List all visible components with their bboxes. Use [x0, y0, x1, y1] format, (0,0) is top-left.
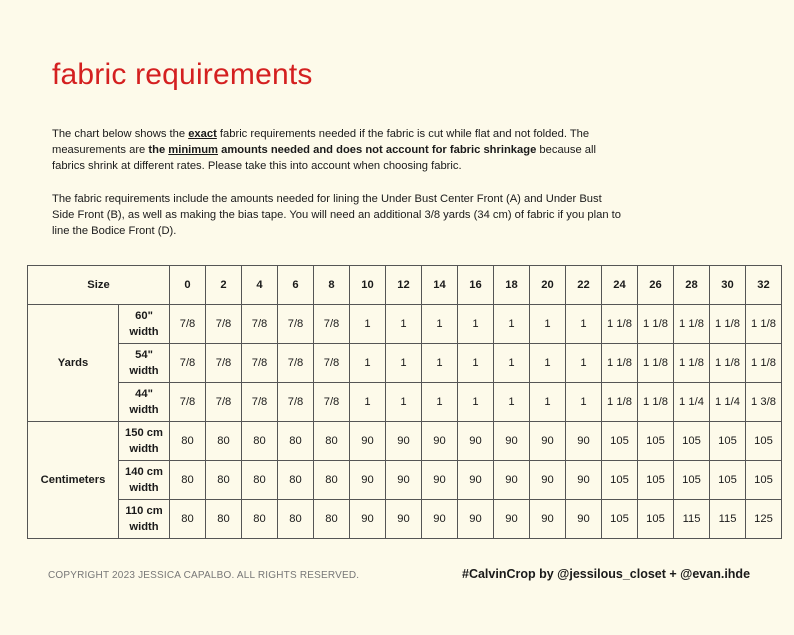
table-cell: 80	[242, 500, 278, 539]
table-cell: 1	[350, 383, 386, 422]
table-cell: 1	[458, 383, 494, 422]
table-cell: 90	[530, 500, 566, 539]
table-cell: 7/8	[206, 344, 242, 383]
table-cell: 1	[422, 305, 458, 344]
table-cell: 80	[242, 422, 278, 461]
table-cell: 90	[494, 500, 530, 539]
table-cell: 90	[422, 461, 458, 500]
table-cell: 90	[566, 500, 602, 539]
intro-paragraph	[52, 126, 622, 174]
table-cell: 90	[494, 422, 530, 461]
table-cell: 7/8	[170, 305, 206, 344]
fabric-width-label: 140 cm width	[119, 461, 170, 500]
size-header-cell: 26	[638, 266, 674, 305]
table-cell: 105	[674, 461, 710, 500]
table-cell: 1 1/4	[674, 383, 710, 422]
table-cell: 90	[530, 422, 566, 461]
table-cell: 90	[530, 461, 566, 500]
header-row	[28, 266, 782, 305]
table-cell: 1	[494, 344, 530, 383]
emphasis-text: the	[148, 144, 169, 156]
table-cell: 105	[710, 461, 746, 500]
emphasis-exact: exact	[188, 128, 217, 140]
table-cell: 90	[566, 422, 602, 461]
table-cell: 1	[386, 383, 422, 422]
table-cell: 7/8	[206, 305, 242, 344]
fabric-width-label: 110 cm width	[119, 500, 170, 539]
table-cell: 1	[386, 305, 422, 344]
size-header-cell: 24	[602, 266, 638, 305]
table-cell: 7/8	[314, 383, 350, 422]
table-row	[28, 383, 782, 422]
size-header: Size	[28, 266, 170, 305]
size-header-cell: 30	[710, 266, 746, 305]
table-cell: 90	[350, 422, 386, 461]
table-cell: 7/8	[206, 383, 242, 422]
table-cell: 7/8	[314, 344, 350, 383]
table-cell: 80	[206, 461, 242, 500]
table-cell: 7/8	[314, 305, 350, 344]
table-cell: 1 1/8	[602, 383, 638, 422]
size-header-cell: 28	[674, 266, 710, 305]
table-cell: 105	[602, 461, 638, 500]
table-cell: 1 3/8	[746, 383, 782, 422]
table-cell: 7/8	[278, 305, 314, 344]
table-cell: 80	[170, 500, 206, 539]
fabric-width-label: 60" width	[119, 305, 170, 344]
table-cell: 90	[494, 461, 530, 500]
size-header-cell: 0	[170, 266, 206, 305]
table-cell: 1	[350, 305, 386, 344]
size-header-cell: 32	[746, 266, 782, 305]
size-header-cell: 14	[422, 266, 458, 305]
emphasis-text: amounts needed and does not account for fabric shrinkage	[218, 144, 537, 156]
table-cell: 1	[494, 383, 530, 422]
table-row	[28, 305, 782, 344]
table-cell: 1	[494, 305, 530, 344]
table-cell: 80	[206, 422, 242, 461]
emphasis-minimum: minimum	[168, 144, 219, 156]
table-cell: 105	[746, 422, 782, 461]
table-cell: 1	[422, 383, 458, 422]
table-cell: 90	[386, 422, 422, 461]
table-cell: 105	[602, 422, 638, 461]
table-cell: 7/8	[278, 383, 314, 422]
table-cell: 1	[530, 383, 566, 422]
table-cell: 1	[566, 383, 602, 422]
table-cell: 90	[350, 461, 386, 500]
copyright-notice: COPYRIGHT 2023 JESSICA CAPALBO. ALL RIGHTS RESERVED.	[48, 570, 360, 581]
fabric-width-label: 150 cm width	[119, 422, 170, 461]
table-row	[28, 500, 782, 539]
table-cell: 80	[314, 422, 350, 461]
table-row	[28, 344, 782, 383]
table-cell: 1	[386, 344, 422, 383]
table-cell: 1	[530, 344, 566, 383]
table-cell: 90	[386, 500, 422, 539]
table-cell: 1	[458, 344, 494, 383]
table-cell: 7/8	[278, 344, 314, 383]
fabric-requirements-table	[27, 265, 782, 539]
table-cell: 105	[638, 500, 674, 539]
intro-text: fabric requirements needed if the fabric is cut while flat and not folded. The measurements are	[52, 128, 590, 156]
table-cell: 1	[458, 305, 494, 344]
table-cell: 105	[710, 422, 746, 461]
table-cell: 7/8	[170, 383, 206, 422]
table-cell: 80	[278, 461, 314, 500]
table-cell: 125	[746, 500, 782, 539]
size-header-cell: 4	[242, 266, 278, 305]
table-cell: 80	[242, 461, 278, 500]
size-header-cell: 22	[566, 266, 602, 305]
table-cell: 90	[422, 500, 458, 539]
table-cell: 7/8	[170, 344, 206, 383]
table-cell: 105	[638, 422, 674, 461]
fabric-width-label: 54" width	[119, 344, 170, 383]
table-cell: 1 1/8	[638, 383, 674, 422]
table-cell: 105	[746, 461, 782, 500]
table-row	[28, 461, 782, 500]
unit-group-label: Centimeters	[28, 422, 119, 539]
table-cell: 90	[422, 422, 458, 461]
table-cell: 90	[566, 461, 602, 500]
table-cell: 1 1/8	[710, 305, 746, 344]
table-cell: 1 1/4	[710, 383, 746, 422]
table-cell: 90	[458, 422, 494, 461]
credit-hashtag: #CalvinCrop by @jessilous_closet + @evan.ihde	[462, 567, 751, 581]
table-cell: 1	[530, 305, 566, 344]
table-cell: 80	[278, 500, 314, 539]
lining-paragraph: The fabric requirements include the amounts needed for lining the Under Bust Center Front (A) and Under Bust Side Front (B), as well as making the bias tape. You will need an additional 3/8 yards (34 cm) of fabric if you plan to line the Bodice Front (D).	[52, 193, 622, 237]
table-row	[28, 422, 782, 461]
table-cell: 115	[710, 500, 746, 539]
table-cell: 90	[386, 461, 422, 500]
table-cell: 1 1/8	[638, 344, 674, 383]
size-header-cell: 2	[206, 266, 242, 305]
table-cell: 80	[206, 500, 242, 539]
unit-group-label: Yards	[28, 305, 119, 422]
size-header-cell: 8	[314, 266, 350, 305]
table-cell: 7/8	[242, 383, 278, 422]
table-cell: 1 1/8	[746, 305, 782, 344]
intro-text: because all fabrics shrink at different rates. Please take this into account when choosing fabric.	[52, 144, 597, 172]
size-header-cell: 20	[530, 266, 566, 305]
size-header-cell: 16	[458, 266, 494, 305]
page-title: fabric requirements	[52, 58, 313, 91]
table-cell: 1 1/8	[746, 344, 782, 383]
table-cell: 1 1/8	[638, 305, 674, 344]
table-cell: 1	[350, 344, 386, 383]
size-header-cell: 18	[494, 266, 530, 305]
table-cell: 1 1/8	[674, 305, 710, 344]
table-cell: 1	[566, 305, 602, 344]
table-cell: 7/8	[242, 344, 278, 383]
table-cell: 90	[350, 500, 386, 539]
table-cell: 1	[422, 344, 458, 383]
table-cell: 115	[674, 500, 710, 539]
table-cell: 90	[458, 461, 494, 500]
table-cell: 80	[314, 500, 350, 539]
table-cell: 80	[170, 422, 206, 461]
size-header-cell: 6	[278, 266, 314, 305]
table-cell: 80	[278, 422, 314, 461]
table-cell: 105	[602, 500, 638, 539]
table-cell: 90	[458, 500, 494, 539]
table-cell: 1	[566, 344, 602, 383]
table-cell: 105	[638, 461, 674, 500]
table-cell: 105	[674, 422, 710, 461]
table-cell: 1 1/8	[602, 344, 638, 383]
size-header-cell: 10	[350, 266, 386, 305]
table-cell: 7/8	[242, 305, 278, 344]
fabric-width-label: 44" width	[119, 383, 170, 422]
table-cell: 80	[314, 461, 350, 500]
table-cell: 80	[170, 461, 206, 500]
table-cell: 1 1/8	[710, 344, 746, 383]
table-cell: 1 1/8	[602, 305, 638, 344]
table-cell: 1 1/8	[674, 344, 710, 383]
size-header-cell: 12	[386, 266, 422, 305]
intro-text: The chart below shows the	[52, 128, 189, 140]
